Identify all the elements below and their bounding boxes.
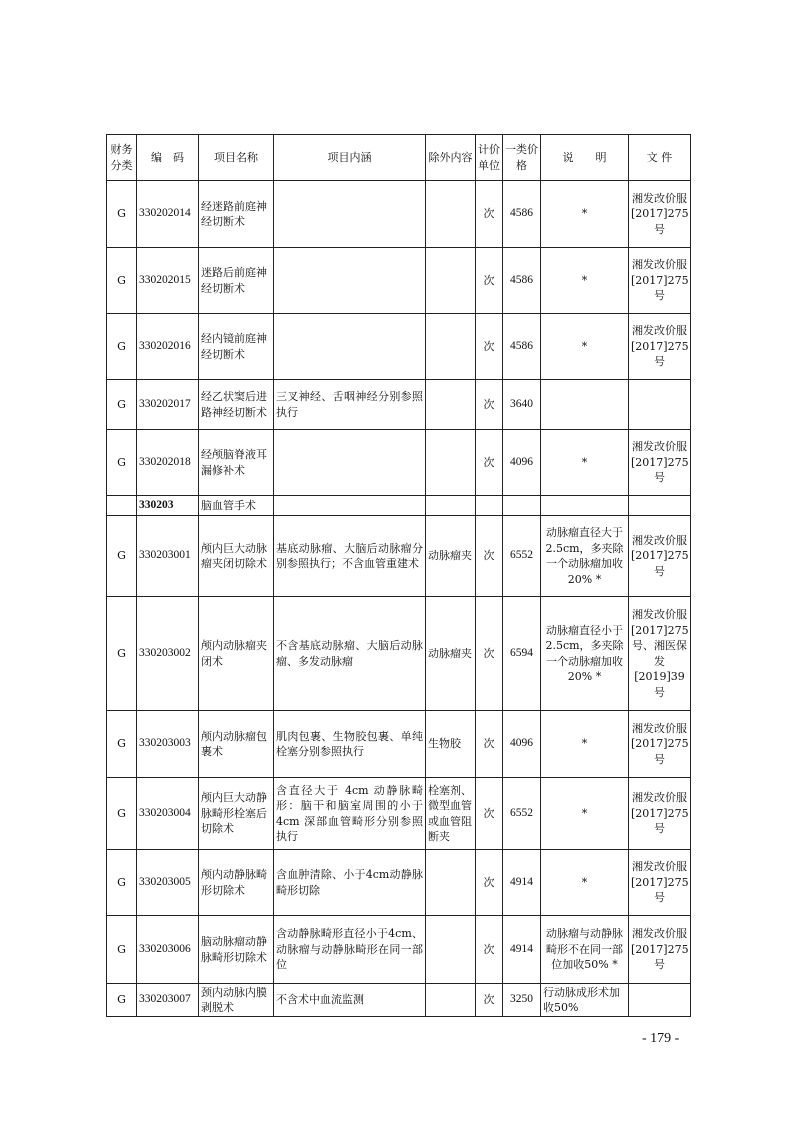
cell-excluded: 栓塞剂、微型血管或血管阻断夹 <box>426 778 476 850</box>
price-table <box>106 134 691 1017</box>
cell-unit: 次 <box>476 984 503 1017</box>
cell-content: 含血肿清除、小于4cm动静脉畸形切除 <box>274 850 426 916</box>
cell-name: 颈内动脉内膜剥脱术 <box>199 984 274 1017</box>
page-number: - 179 - <box>642 1031 680 1046</box>
cell-code: 330202014 <box>137 181 199 248</box>
cell-unit: 次 <box>476 597 503 711</box>
table-row <box>107 430 691 496</box>
cell-content <box>274 496 426 516</box>
cell-category: G <box>107 380 137 430</box>
cell-doc <box>629 380 691 430</box>
cell-note: * <box>541 850 629 916</box>
cell-content: 三叉神经、舌咽神经分别参照执行 <box>274 380 426 430</box>
cell-category: G <box>107 597 137 711</box>
cell-category: G <box>107 248 137 314</box>
header-category: 财务分类 <box>107 135 137 181</box>
cell-doc: 湘发改价服[2017]275号 <box>629 850 691 916</box>
cell-note: * <box>541 181 629 248</box>
cell-category: G <box>107 430 137 496</box>
cell-code: 330203006 <box>137 916 199 984</box>
header-price: 一类价格 <box>503 135 541 181</box>
cell-content: 肌肉包裹、生物胶包裹、单纯栓塞分别参照执行 <box>274 711 426 778</box>
cell-name: 经迷路前庭神经切断术 <box>199 181 274 248</box>
cell-content <box>274 248 426 314</box>
cell-unit: 次 <box>476 314 503 380</box>
cell-price: 3250 <box>503 984 541 1017</box>
cell-code: 330202015 <box>137 248 199 314</box>
cell-category: G <box>107 916 137 984</box>
cell-excluded <box>426 430 476 496</box>
cell-price: 3640 <box>503 380 541 430</box>
cell-name: 经乙状窦后进路神经切断术 <box>199 380 274 430</box>
cell-unit: 次 <box>476 380 503 430</box>
cell-excluded <box>426 380 476 430</box>
cell-name: 经内镜前庭神经切断术 <box>199 314 274 380</box>
cell-excluded: 动脉瘤夹 <box>426 597 476 711</box>
table-row <box>107 916 691 984</box>
cell-note: * <box>541 314 629 380</box>
cell-code: 330203002 <box>137 597 199 711</box>
cell-category: G <box>107 850 137 916</box>
cell-doc: 湘发改价服[2017]275号 <box>629 430 691 496</box>
cell-unit: 次 <box>476 778 503 850</box>
cell-doc: 湘发改价服[2017]275号 <box>629 916 691 984</box>
cell-name: 经颅脑脊液耳漏修补术 <box>199 430 274 496</box>
cell-excluded <box>426 181 476 248</box>
table-row <box>107 778 691 850</box>
cell-price: 4914 <box>503 850 541 916</box>
table-row <box>107 516 691 597</box>
table-row <box>107 711 691 778</box>
cell-price: 4096 <box>503 430 541 496</box>
cell-doc: 湘发改价服[2017]275号 <box>629 248 691 314</box>
cell-category: G <box>107 984 137 1017</box>
cell-category: G <box>107 314 137 380</box>
cell-note <box>541 496 629 516</box>
cell-price: 6552 <box>503 516 541 597</box>
table-row <box>107 597 691 711</box>
cell-doc <box>629 984 691 1017</box>
cell-excluded <box>426 916 476 984</box>
header-row <box>107 135 691 181</box>
header-excluded: 除外内容 <box>426 135 476 181</box>
cell-unit: 次 <box>476 248 503 314</box>
cell-note: * <box>541 711 629 778</box>
cell-price: 4914 <box>503 916 541 984</box>
cell-code: 330203005 <box>137 850 199 916</box>
header-code: 编 码 <box>137 135 199 181</box>
cell-excluded <box>426 496 476 516</box>
cell-code: 330202017 <box>137 380 199 430</box>
cell-note: * <box>541 430 629 496</box>
cell-content <box>274 181 426 248</box>
cell-unit: 次 <box>476 430 503 496</box>
cell-code: 330203001 <box>137 516 199 597</box>
cell-note: 动脉瘤直径小于2.5cm，多夹除一个动脉瘤加收20% * <box>541 597 629 711</box>
cell-unit: 次 <box>476 916 503 984</box>
cell-excluded: 生物胶 <box>426 711 476 778</box>
cell-excluded <box>426 248 476 314</box>
cell-content: 含直径大于 4cm 动静脉畸形：脑干和脑室周围的小于4cm 深部血管畸形分别参照执行 <box>274 778 426 850</box>
cell-price: 6594 <box>503 597 541 711</box>
cell-excluded <box>426 984 476 1017</box>
cell-content: 基底动脉瘤、大脑后动脉瘤分别参照执行；不含血管重建术 <box>274 516 426 597</box>
cell-note <box>541 380 629 430</box>
table-row <box>107 314 691 380</box>
cell-name: 颅内动静脉畸形切除术 <box>199 850 274 916</box>
cell-price: 4586 <box>503 248 541 314</box>
cell-note: * <box>541 248 629 314</box>
cell-code: 330202016 <box>137 314 199 380</box>
cell-price: 4586 <box>503 181 541 248</box>
header-doc: 文 件 <box>629 135 691 181</box>
cell-price: 4586 <box>503 314 541 380</box>
cell-note: 动脉瘤直径大于2.5cm，多夹除一个动脉瘤加收20% * <box>541 516 629 597</box>
section-row <box>107 496 691 516</box>
table-row <box>107 984 691 1017</box>
cell-code: 330203004 <box>137 778 199 850</box>
cell-price: 6552 <box>503 778 541 850</box>
table-row <box>107 850 691 916</box>
cell-excluded: 动脉瘤夹 <box>426 516 476 597</box>
cell-doc: 湘发改价服[2017]275号 <box>629 181 691 248</box>
cell-name: 颅内动脉瘤包裹术 <box>199 711 274 778</box>
cell-code: 330203003 <box>137 711 199 778</box>
cell-doc: 湘发改价服[2017]275号、湘医保发[2019]39号 <box>629 597 691 711</box>
cell-content: 不含基底动脉瘤、大脑后动脉瘤、多发动脉瘤 <box>274 597 426 711</box>
cell-content: 含动静脉畸形直径小于4cm、动脉瘤与动静脉畸形在同一部位 <box>274 916 426 984</box>
table-row <box>107 181 691 248</box>
header-note: 说 明 <box>541 135 629 181</box>
cell-unit: 次 <box>476 181 503 248</box>
cell-content <box>274 314 426 380</box>
cell-doc <box>629 496 691 516</box>
section-code: 330203 <box>137 496 199 516</box>
cell-excluded <box>426 314 476 380</box>
header-content: 项目内涵 <box>274 135 426 181</box>
table-row <box>107 380 691 430</box>
cell-doc: 湘发改价服[2017]275号 <box>629 711 691 778</box>
cell-unit: 次 <box>476 850 503 916</box>
cell-category: G <box>107 711 137 778</box>
cell-doc: 湘发改价服[2017]275号 <box>629 516 691 597</box>
cell-category <box>107 496 137 516</box>
cell-unit: 次 <box>476 711 503 778</box>
cell-content <box>274 430 426 496</box>
cell-doc: 湘发改价服[2017]275号 <box>629 314 691 380</box>
cell-name: 脑动脉瘤动静脉畸形切除术 <box>199 916 274 984</box>
cell-category: G <box>107 181 137 248</box>
cell-code: 330203007 <box>137 984 199 1017</box>
header-name: 项目名称 <box>199 135 274 181</box>
cell-name: 颅内巨大动脉瘤夹闭切除术 <box>199 516 274 597</box>
cell-code: 330202018 <box>137 430 199 496</box>
table-row <box>107 248 691 314</box>
cell-category: G <box>107 778 137 850</box>
cell-name: 颅内动脉瘤夹闭术 <box>199 597 274 711</box>
cell-price <box>503 496 541 516</box>
cell-unit: 次 <box>476 516 503 597</box>
cell-excluded <box>426 850 476 916</box>
cell-note: * <box>541 778 629 850</box>
section-name: 脑血管手术 <box>199 496 274 516</box>
cell-price: 4096 <box>503 711 541 778</box>
cell-name: 颅内巨大动静脉畸形栓塞后切除术 <box>199 778 274 850</box>
cell-unit <box>476 496 503 516</box>
cell-doc: 湘发改价服[2017]275号 <box>629 778 691 850</box>
cell-content: 不含术中血流监测 <box>274 984 426 1017</box>
cell-name: 迷路后前庭神经切断术 <box>199 248 274 314</box>
cell-category: G <box>107 516 137 597</box>
cell-note: 动脉瘤与动静脉畸形不在同一部位加收50% * <box>541 916 629 984</box>
header-unit: 计价单位 <box>476 135 503 181</box>
cell-note: 行动脉成形术加收50% <box>541 984 629 1017</box>
